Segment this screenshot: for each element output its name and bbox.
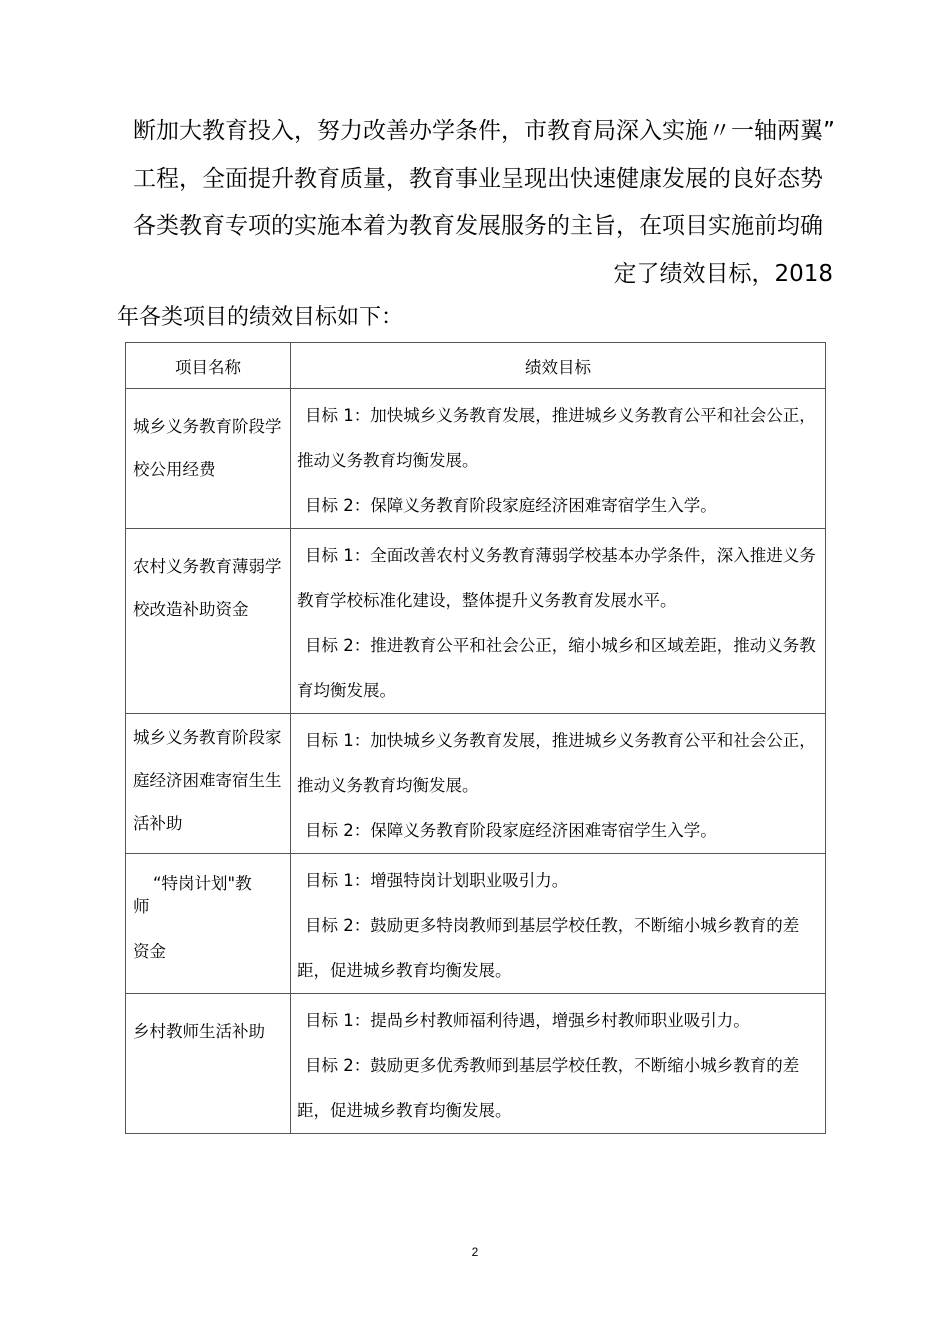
- table-row: [126, 714, 826, 854]
- project-name: 城乡义务教育阶段家庭经济困难寄宿生生活补助: [133, 728, 282, 833]
- goal-1: 目标 1：全面改善农村义务教育薄弱学校基本办学条件，深入推进义务教育学校标准化建设，整体提升义务教育发展水平。: [297, 546, 816, 610]
- project-name: 农村义务教育薄弱学校改造补助资金: [133, 557, 282, 619]
- body-paragraph: [133, 108, 833, 298]
- goal-2: 目标 2：保障义务教育阶段家庭经济困难寄宿学生入学。: [305, 821, 717, 840]
- paragraph-line: 断加大教育投入，努力改善办学条件，市教育局深入实施〃一轴两翼”: [133, 118, 835, 144]
- goal-1: 目标 1：增强特岗计划职业吸引力。: [305, 871, 569, 890]
- goal-2: 目标 2：鼓励更多特岗教师到基层学校任教，不断缩小城乡教育的差距，促进城乡教育均衡发展。: [297, 916, 800, 980]
- goal-1: 目标 1：加快城乡义务教育发展，推进城乡义务教育公平和社会公正，推动义务教育均衡发展。: [297, 406, 816, 470]
- project-name-line: “特岗计划"教: [153, 874, 252, 893]
- project-name: [126, 854, 290, 963]
- goal-2: 目标 2：推进教育公平和社会公正，缩小城乡和区域差距，推动义务教育均衡发展。: [297, 636, 816, 700]
- table-row: [126, 994, 826, 1134]
- paragraph-line: 工程，全面提升教育质量，教育事业呈现出快速健康发展的良好态势: [133, 165, 823, 192]
- page-number: 2: [471, 1245, 479, 1259]
- goal-1: 目标 1：加快城乡义务教育发展，推进城乡义务教育公平和社会公正，推动义务教育均衡发展。: [297, 731, 816, 795]
- goal-2: 目标 2：鼓励更多优秀教师到基层学校任教，不断缩小城乡教育的差距，促进城乡教育均衡发展。: [297, 1056, 800, 1120]
- project-name: 城乡义务教育阶段学校公用经费: [133, 417, 282, 479]
- table-row: [126, 389, 826, 529]
- paragraph-line: 定了绩效目标，2018: [613, 260, 833, 287]
- paragraph-line: 各类教育专项的实施本着为教育发展服务的主旨，在项目实施前均确: [133, 213, 823, 239]
- header-project-name: 项目名称: [126, 343, 291, 389]
- performance-goals-table: [125, 342, 826, 1134]
- header-performance-goal: 绩效目标: [291, 343, 826, 389]
- project-name: 乡村教师生活补助: [133, 1022, 265, 1041]
- table-intro: 年各类项目的绩效目标如下：: [117, 305, 404, 330]
- table-row: [126, 854, 826, 994]
- table-row: [126, 529, 826, 714]
- project-name-line: 资金: [133, 942, 166, 961]
- project-name-line: 师: [133, 897, 150, 916]
- goal-1: 目标 1：提咼乡村教师福利待遇，增强乡村教师职业吸引力。: [305, 1011, 750, 1030]
- table-header-row: [126, 343, 826, 389]
- goal-2: 目标 2：保障义务教育阶段家庭经济困难寄宿学生入学。: [305, 496, 717, 515]
